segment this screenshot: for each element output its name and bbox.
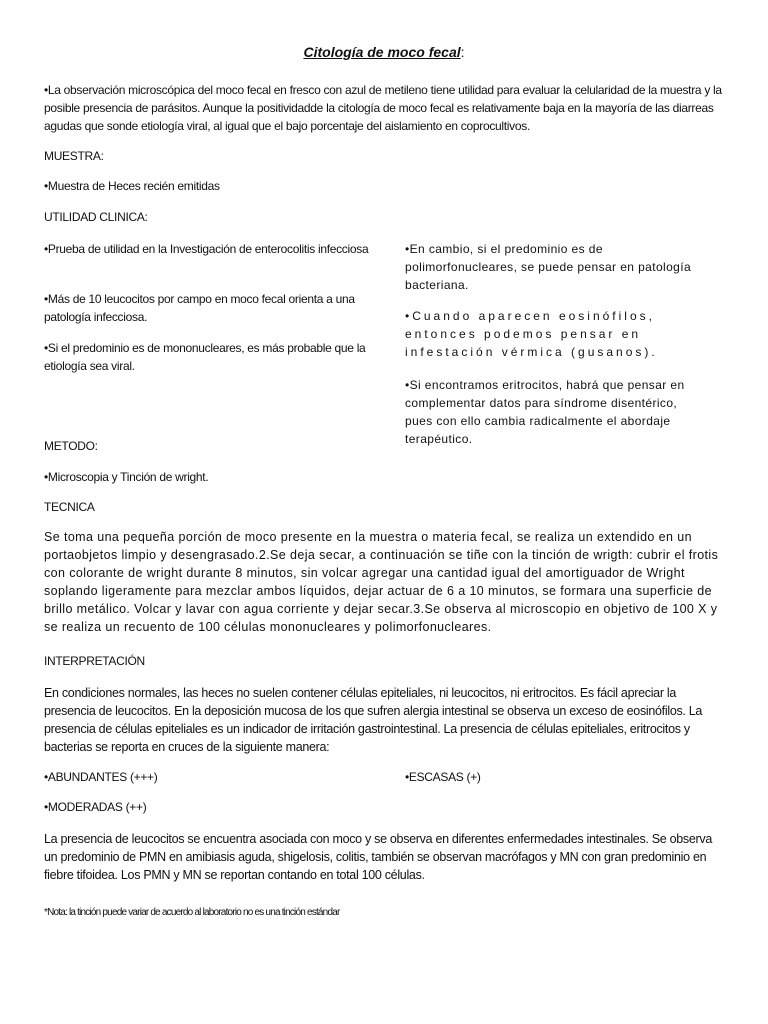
utilidad-left-item-3: •Si el predominio es de mononucleares, es más probable que la etiología sea viral.: [44, 341, 366, 373]
escasas-item: •ESCASAS (+): [405, 770, 481, 784]
intro-paragraph: •La observación microscópica del moco fecal en fresco con azul de metileno tiene utilidad para evaluar la celularidad de la muestra y la posible presencia de parásitos. Aunque la positividadde la citología de moco fecal es relativamente baja en la mayoría de las diarreas agudas que sonde etiología viral, al igual que el bajo porcentaje del aislamiento en coprocultivos.: [44, 83, 722, 133]
metodo-item: •Microscopia y Tinción de wright.: [44, 470, 209, 484]
muestra-heading: MUESTRA:: [44, 149, 104, 163]
utilidad-left-item-1: •Prueba de utilidad en la Investigación de enterocolitis infecciosa: [44, 242, 369, 256]
utilidad-left-item-2: •Más de 10 leucocitos por campo en moco fecal orienta a una patología infecciosa.: [44, 292, 355, 324]
footnote: *Nota: la tinción puede variar de acuerdo al laboratorio no es una tinción estándar: [44, 907, 340, 918]
title-row: [0, 44, 768, 62]
moderadas-item: •MODERADAS (++): [44, 800, 147, 814]
utilidad-right-item-1: •En cambio, si el predominio es de polimorfonucleares, se puede pensar en patología bacteriana.: [405, 242, 692, 292]
interpretacion-heading: INTERPRETACIÓN: [44, 654, 145, 668]
utilidad-right-item-3: •Si encontramos eritrocitos, habrá que pensar en complementar datos para síndrome disentérico, pues con ello cambia radicalmente el abordaje terapéutico.: [405, 378, 685, 446]
tecnica-paragraph: Se toma una pequeña porción de moco presente en la muestra o materia fecal, se realiza un extendido en un portaobjetos limpio y desengrasado.2.Se deja secar, a continuación se tiñe con la tinción de wrigth: cubrir el frotis con colorante de wright durante 8 minutos, sin volcar agregar una cantidad igual del amortiguador de Wright soplando ligeramente para mezclar ambos líquidos, dejar actuar de 6 a 10 minutos, se formara una superficie de brillo metálico. Volcar y lavar con agua corriente y dejar secar.3.Se observa al microscopio en objetivo de 100 X y se realiza un recuento de 100 células mononucleares y polimorfonucleares.: [44, 530, 719, 634]
page-title: Citología de moco fecal: [303, 44, 461, 60]
utilidad-heading: UTILIDAD CLINICA:: [44, 210, 148, 224]
tecnica-heading: TECNICA: [44, 500, 95, 514]
utilidad-right-item-2: •Cuando aparecen eosinófilos, entonces podemos pensar en infestación vérmica (gusanos).: [405, 309, 658, 359]
title-colon: :: [460, 44, 465, 60]
abundantes-item: •ABUNDANTES (+++): [44, 770, 158, 784]
muestra-item: •Muestra de Heces recién emitidas: [44, 179, 220, 193]
metodo-heading: METODO:: [44, 439, 98, 453]
leucocitos-paragraph: La presencia de leucocitos se encuentra asociada con moco y se observa en diferentes enfermedades intestinales. Se observa un predominio de PMN en amibiasis aguda, shigelosis, colitis, también se observan macrófagos y MN con gran predominio en fiebre tifoidea. Los PMN y MN se reportan contando en total 100 células.: [44, 832, 712, 882]
interpretacion-paragraph: En condiciones normales, las heces no suelen contener células epiteliales, ni leucocitos, ni eritrocitos. Es fácil apreciar la presencia de leucocitos. En la deposición mucosa de los que sufren alergia intestinal se observa un exceso de eosinófilos. La presencia de células epiteliales es un indicador de irritación gastrointestinal. La presencia de células epiteliales, eritrocitos y bacterias se reporta en cruces de la siguiente manera:: [44, 686, 703, 754]
